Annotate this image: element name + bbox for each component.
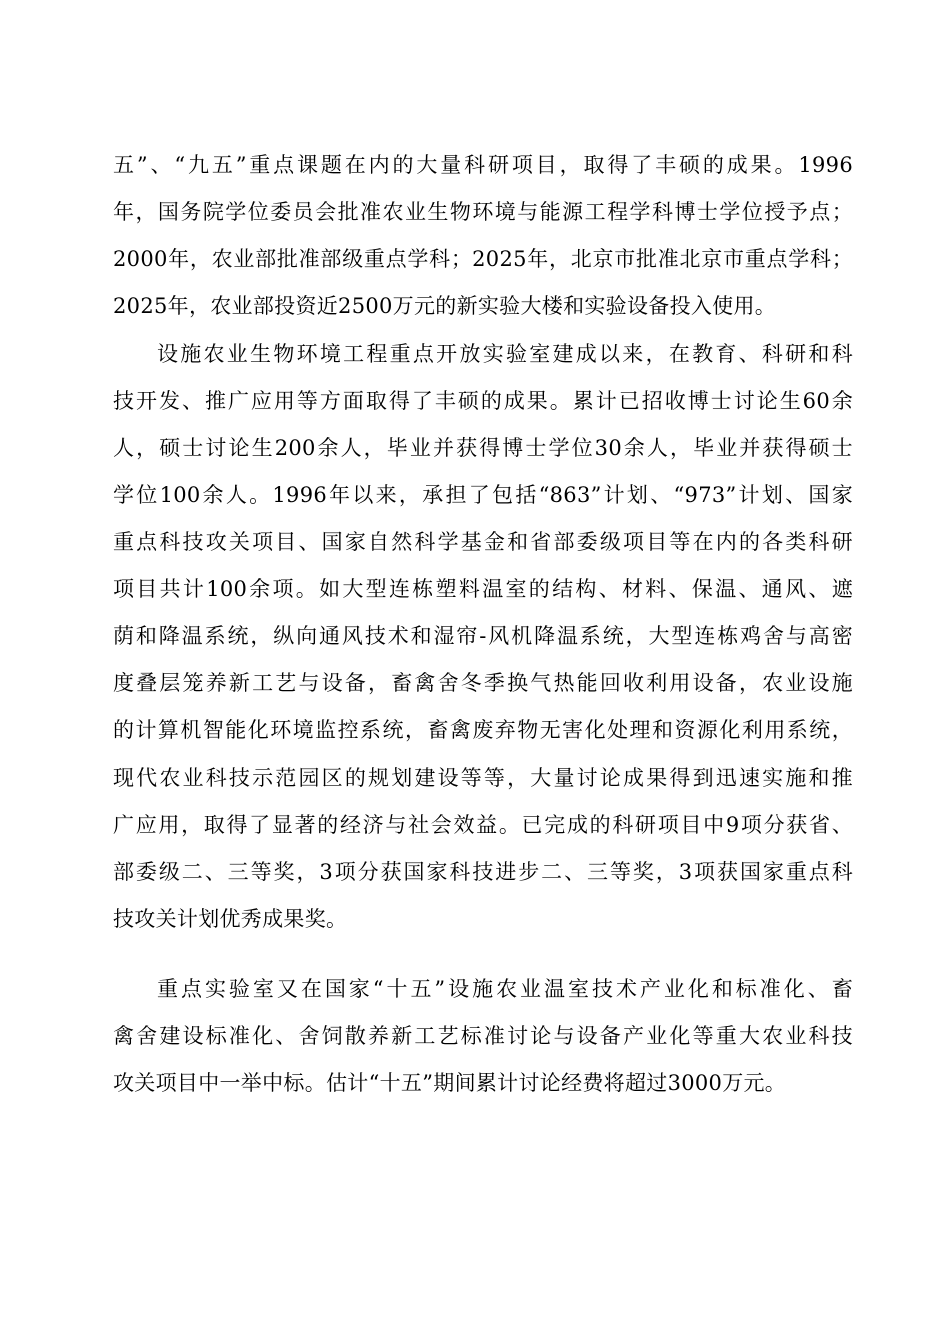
text-line: 设施农业生物环境工程重点开放实验室建成以来，在教育、科研和科 <box>157 342 853 366</box>
text-line: 技攻关计划优秀成果奖。 <box>113 907 348 931</box>
text-line: 现代农业科技示范园区的规划建设等等，大量讨论成果得到迅速实施和推 <box>113 766 853 790</box>
text-line: 攻关项目中一举中标。估计“十五”期间累计讨论经费将超过3000万元。 <box>113 1071 787 1095</box>
text-line: 2025年，农业部投资近2500万元的新实验大楼和实验设备投入使用。 <box>113 294 777 318</box>
text-line: 重点实验室又在国家“十五”设施农业温室技术产业化和标准化、畜 <box>157 977 853 1001</box>
text-line: 度叠层笼养新工艺与设备，畜禽舍冬季换气热能回收利用设备，农业设施 <box>113 671 853 695</box>
text-line: 人，硕士讨论生200余人，毕业并获得博士学位30余人，毕业并获得硕士 <box>113 436 853 460</box>
text-line: 技开发、推广应用等方面取得了丰硕的成果。累计已招收博士讨论生60余 <box>113 389 853 413</box>
text-line: 禽舍建设标准化、舍饲散养新工艺标准讨论与设备产业化等重大农业科技 <box>113 1024 853 1048</box>
text-line: 学位100余人。1996年以来，承担了包括“863”计划、“973”计划、国家 <box>113 483 853 507</box>
text-line: 年，国务院学位委员会批准农业生物环境与能源工程学科博士学位授予点； <box>113 200 853 224</box>
text-line: 的计算机智能化环境监控系统，畜禽废弃物无害化处理和资源化利用系统， <box>113 718 853 742</box>
text-line: 重点科技攻关项目、国家自然科学基金和省部委级项目等在内的各类科研 <box>113 530 853 554</box>
text-line: 2000年，农业部批准部级重点学科；2025年，北京市批准北京市重点学科； <box>113 247 853 271</box>
text-line: 荫和降温系统，纵向通风技术和湿帘-风机降温系统，大型连栋鸡舍与高密 <box>113 624 853 648</box>
text-line: 五”、“九五”重点课题在内的大量科研项目，取得了丰硕的成果。1996 <box>113 153 853 177</box>
text-line: 项目共计100余项。如大型连栋塑料温室的结构、材料、保温、通风、遮 <box>113 577 853 601</box>
text-line: 部委级二、三等奖，3项分获国家科技进步二、三等奖，3项获国家重点科 <box>113 860 853 884</box>
text-line: 广应用，取得了显著的经济与社会效益。已完成的科研项目中9项分获省、 <box>113 813 853 837</box>
